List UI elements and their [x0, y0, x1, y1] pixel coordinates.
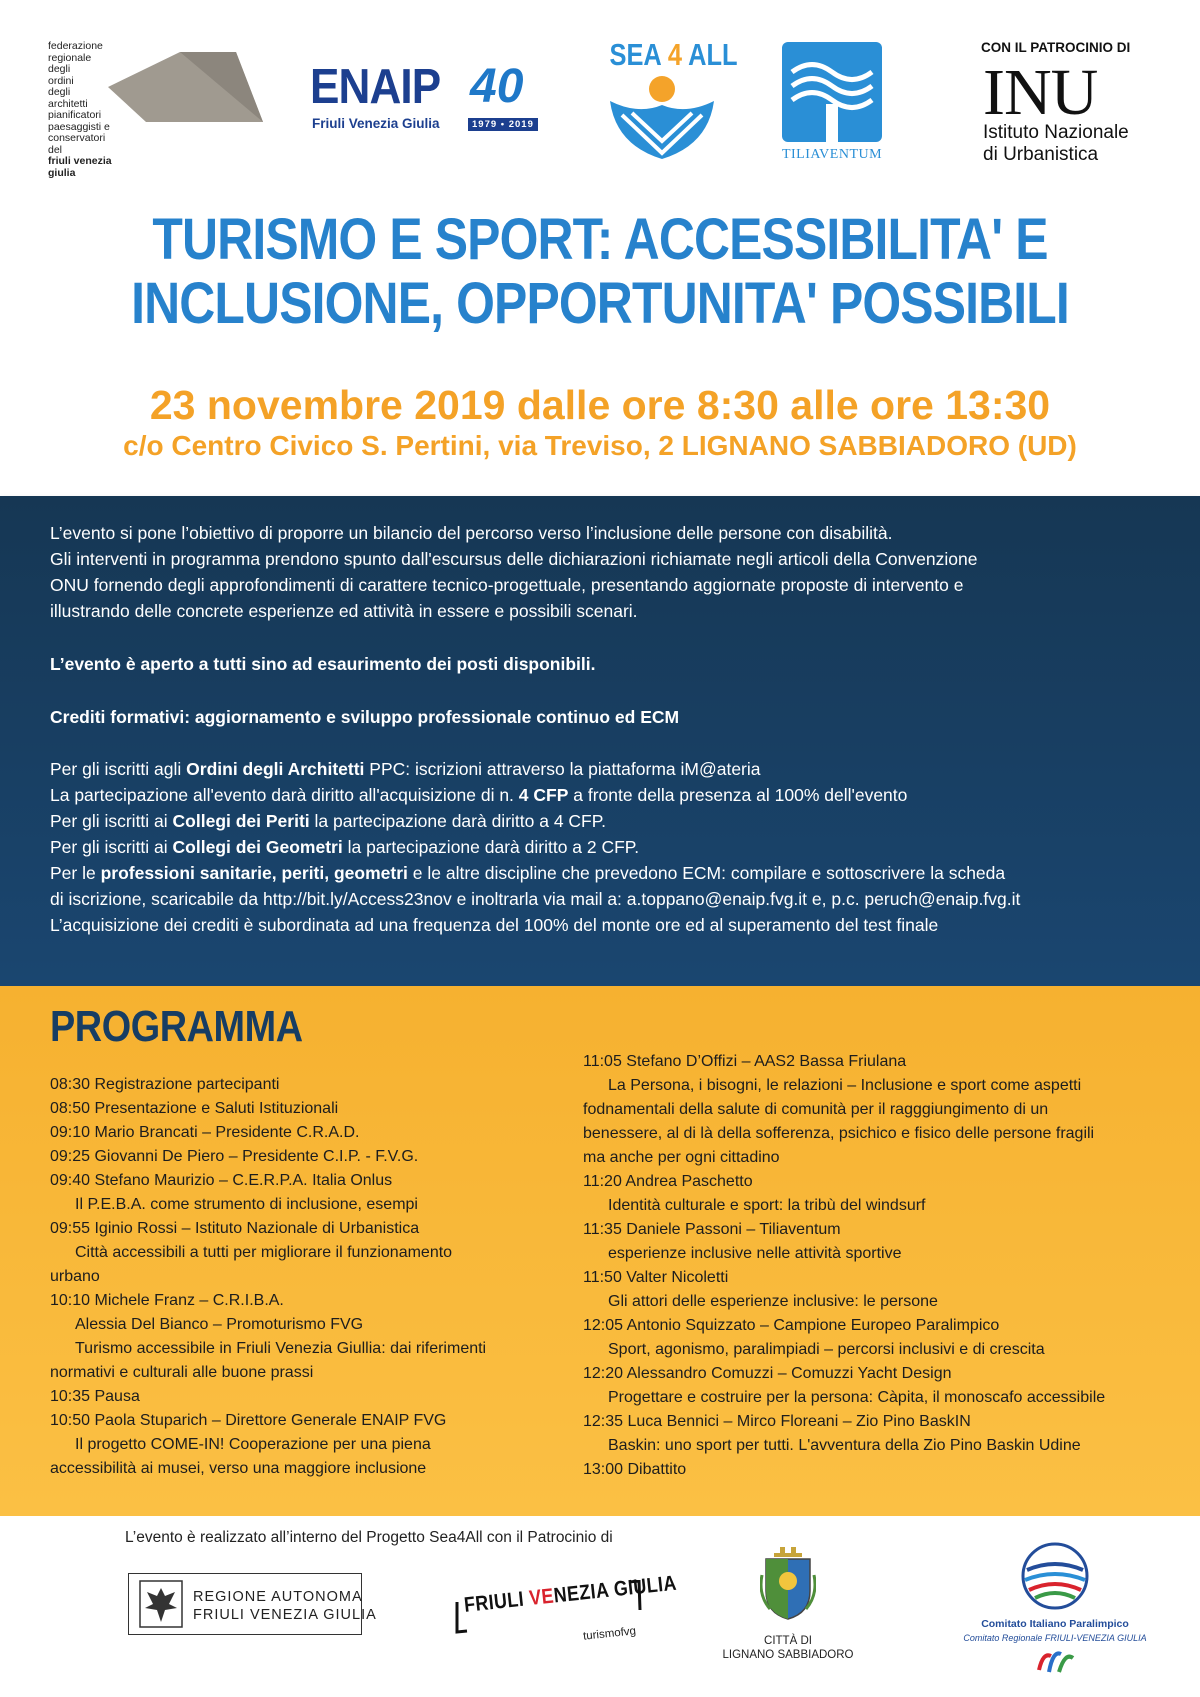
program-detail: benessere, al di là della sofferenza, psichico e fisico delle persone fragili	[583, 1125, 1095, 1142]
program-detail: Sport, agonismo, paralimpiadi – percorsi inclusivi e di crescita	[608, 1341, 1045, 1358]
program-item: 12:35 Luca Bennici – Mirco Floreani – Zio Pino BaskIN	[583, 1413, 971, 1430]
credits-line: di iscrizione, scaricabile da http://bit.ly/Access23nov e inoltrarla via mail a: a.toppano@enaip.fvg.it e, p.c. peruch@enaip.fvg.it	[50, 889, 1021, 909]
program-item: 09:25 Giovanni De Piero – Presidente C.I.P. - F.V.G.	[50, 1148, 419, 1165]
paralympic-agitos-icon	[1035, 1648, 1075, 1676]
program-item: 10:35 Pausa	[50, 1388, 140, 1405]
program-item: 11:05 Stefano D’Offizi – AAS2 Bassa Friulana	[583, 1053, 907, 1070]
eagle-icon	[139, 1580, 183, 1628]
program-item: 11:50 Valter Nicoletti	[583, 1269, 729, 1286]
credits-line: Per gli iscritti ai Collegi dei Geometri la partecipazione darà diritto a 2 CFP.	[50, 837, 640, 857]
intro-line: L’evento si pone l’obiettivo di proporre un bilancio del percorso verso l’inclusione delle persone con disabilità.	[50, 523, 893, 543]
ordini-shape-icon	[108, 52, 268, 132]
credits-heading: Crediti formativi: aggiornamento e sviluppo professionale continuo ed ECM	[50, 707, 680, 727]
program-item: 12:05 Antonio Squizzato – Campione Europeo Paralimpico	[583, 1317, 1000, 1334]
footer-text: L’evento è realizzato all’interno del Progetto Sea4All con il Patrocinio di	[125, 1529, 613, 1546]
regione-fvg-logo: REGIONE AUTONOMA FRIULI VENEZIA GIULIA	[128, 1573, 362, 1635]
programma-column-right	[583, 1050, 1183, 1482]
turismo-wordmark: FRIULI VENEZIA GIULIA	[463, 1571, 678, 1617]
intro-line: illustrando delle concrete esperienze ed attività in essere e possibili scenari.	[50, 601, 638, 621]
program-item: 09:10 Mario Brancati – Presidente C.R.A.D.	[50, 1124, 360, 1141]
program-detail: normativi e culturali alle buone prassi	[50, 1364, 314, 1381]
enaip-logo: ENAIP 40 Friuli Venezia Giulia 1979 • 2019	[310, 62, 550, 137]
program-detail: Città accessibili a tutti per migliorare il funzionamento	[75, 1244, 453, 1261]
lignano-logo: CITTÀ DI LIGNANO SABBIADORO	[718, 1545, 858, 1665]
cip-logo: Comitato Italiano Paralimpico Comitato Regionale FRIULI-VENEZIA GIULIA	[935, 1540, 1175, 1680]
program-item: 09:40 Stefano Maurizio – C.E.R.P.A. Italia Onlus	[50, 1172, 393, 1189]
program-detail: Gli attori delle esperienze inclusive: le persone	[608, 1293, 938, 1310]
sea4all-logo	[598, 37, 738, 162]
credits-line: Per gli iscritti agli Ordini degli Architetti PPC: iscrizioni attraverso la piattaforma iM@ateria	[50, 759, 761, 779]
program-item: 09:55 Iginio Rossi – Istituto Nazionale di Urbanistica	[50, 1220, 420, 1237]
tiliaventum-logo: TILIAVENTUM	[767, 42, 897, 162]
info-section	[0, 496, 1200, 986]
wave-icon	[782, 42, 882, 142]
boat-icon	[608, 75, 716, 160]
open-note: L’evento è aperto a tutti sino ad esaurimento dei posti disponibili.	[50, 654, 596, 674]
program-detail: La Persona, i bisogni, le relazioni – Inclusione e sport come aspetti	[608, 1077, 1082, 1094]
credits-line: Per le professioni sanitarie, periti, geometri e le altre discipline che prevedono ECM: compilare e sottoscrivere la scheda	[50, 863, 1006, 883]
program-detail: Identità culturale e sport: la tribù del windsurf	[608, 1197, 926, 1214]
program-detail: Progettare e costruire per la persona: Càpita, il monoscafo accessibile	[608, 1389, 1106, 1406]
program-item: 11:20 Andrea Paschetto	[583, 1173, 753, 1190]
program-item: 11:35 Daniele Passoni – Tiliaventum	[583, 1221, 841, 1238]
cip-globe-icon	[1019, 1540, 1091, 1612]
programma-title: PROGRAMMA	[50, 1002, 303, 1051]
ordini-architetti-logo: federazione regionale degli ordini degli architetti pianificatori paesaggisti e conservatori del friuli venezia giulia	[48, 40, 112, 179]
credits-line: L’acquisizione dei crediti è subordinata ad una frequenza del 100% del monte ore ed al superamento del test finale	[50, 915, 939, 935]
event-venue: c/o Centro Civico S. Pertini, via Treviso, 2 LIGNANO SABBIADORO (UD)	[123, 430, 1077, 461]
program-detail: Il progetto COME-IN! Cooperazione per una piena	[75, 1436, 431, 1453]
program-detail: Baskin: uno sport per tutti. L'avventura della Zio Pino Baskin Udine	[608, 1437, 1081, 1454]
program-item: 08:50 Presentazione e Saluti Istituzionali	[50, 1100, 339, 1117]
intro-line: ONU fornendo degli approfondimenti di carattere tecnico-progettuale, presentando aggiornate proposte di intervento e	[50, 575, 964, 595]
turismo-fvg-logo: FRIULI VENEZIA GIULIA turismofvg	[453, 1580, 643, 1650]
program-detail: Il P.E.B.A. come strumento di inclusione, esempi	[75, 1196, 418, 1213]
program-detail: Turismo accessibile in Friuli Venezia Giullia: dai riferimenti	[75, 1340, 487, 1357]
intro-line: Gli interventi in programma prendono spunto dall'escursus delle dichiarazioni richiamate negli articoli della Convenzione	[50, 549, 978, 569]
program-item: 10:50 Paola Stuparich – Direttore Generale ENAIP FVG	[50, 1412, 447, 1429]
program-item: 12:20 Alessandro Comuzzi – Comuzzi Yacht Design	[583, 1365, 952, 1382]
credits-line: Per gli iscritti ai Collegi dei Periti la partecipazione darà diritto a 4 CFP.	[50, 811, 607, 831]
program-detail: fodnamentali della salute di comunità per il ragggiungimento di un	[583, 1101, 1049, 1118]
credits-line: La partecipazione all'evento darà diritto all'acquisizione di n. 4 CFP a fronte della presenza al 100% dell'evento	[50, 785, 908, 805]
program-detail: urbano	[50, 1268, 100, 1285]
event-date: 23 novembre 2019 dalle ore 8:30 alle ore 13:30	[149, 382, 1051, 428]
programma-column-left	[50, 1073, 570, 1481]
sea4all-wordmark: SEA 4 ALL	[609, 37, 738, 72]
inu-logo: CON IL PATROCINIO DI INU Istituto Nazionale di Urbanistica	[981, 40, 1131, 165]
program-item: 10:10 Michele Franz – C.R.I.B.A.	[50, 1292, 284, 1309]
program-item: 13:00 Dibattito	[583, 1461, 687, 1478]
program-item: 08:30 Registrazione partecipanti	[50, 1076, 280, 1093]
program-detail: esperienze inclusive nelle attività sportive	[608, 1245, 902, 1262]
coat-of-arms-icon	[760, 1545, 816, 1621]
header-logos	[0, 0, 1200, 190]
program-detail: ma anche per ogni cittadino	[583, 1149, 780, 1166]
event-title: TURISMO E SPORT: ACCESSIBILITA' E INCLUSIONE, OPPORTUNITA' POSSIBILI	[131, 207, 1069, 336]
program-detail: Alessia Del Bianco – Promoturismo FVG	[75, 1316, 364, 1333]
program-detail: accessibilità ai musei, verso una maggiore inclusione	[50, 1460, 427, 1477]
